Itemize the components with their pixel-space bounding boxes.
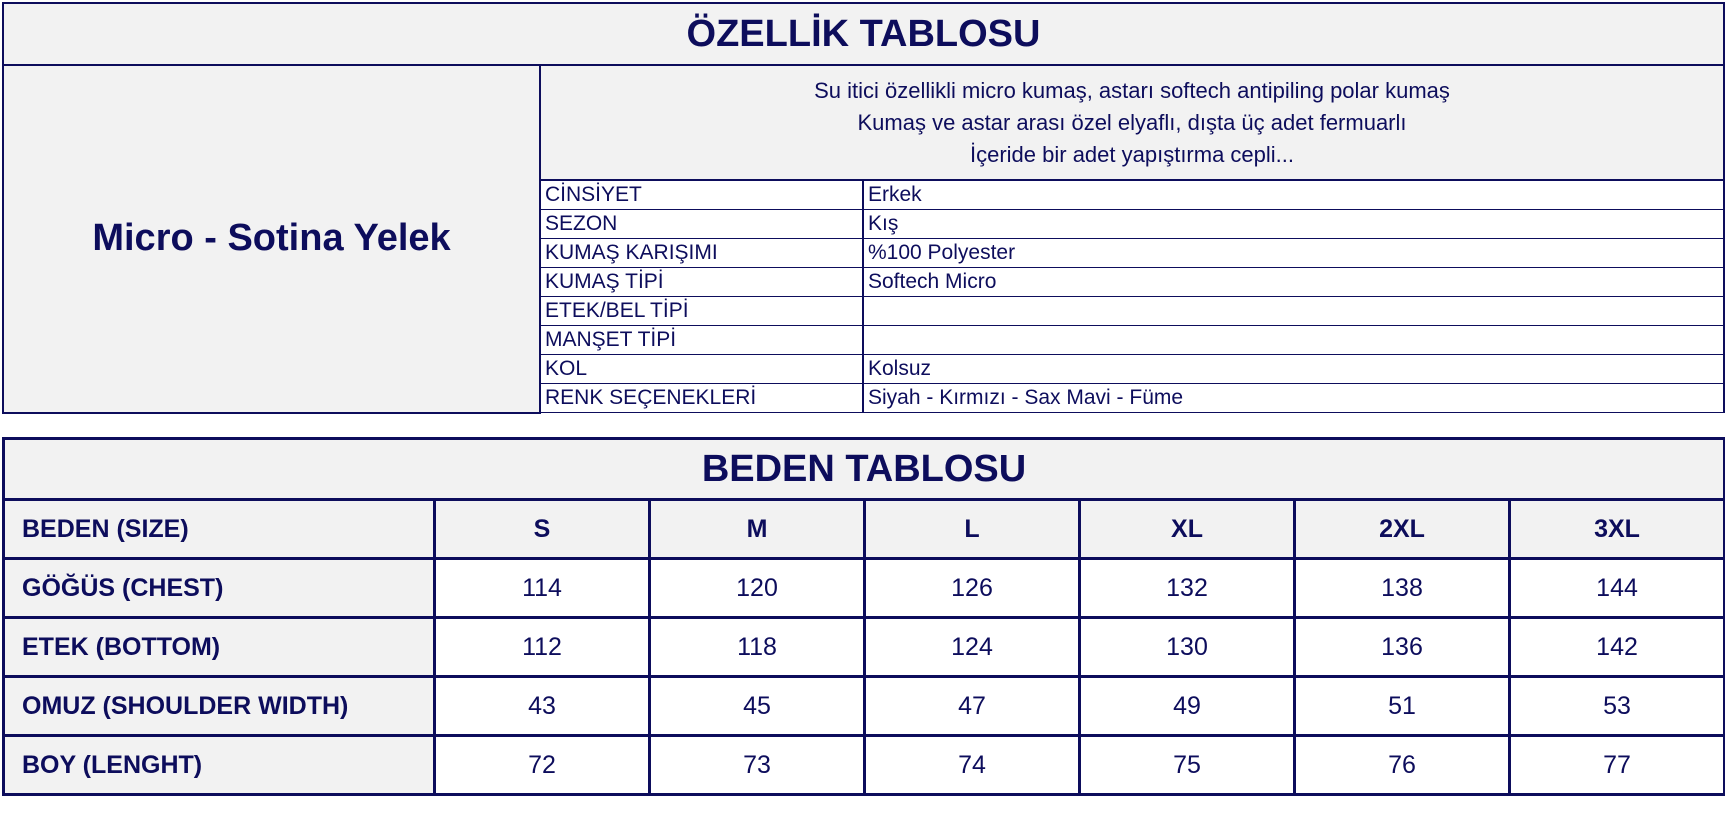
measurement-value: 120 bbox=[650, 559, 865, 618]
attribute-name: KUMAŞ KARIŞIMI bbox=[540, 239, 863, 268]
size-header: XL bbox=[1080, 500, 1295, 559]
measurement-value: 45 bbox=[650, 677, 865, 736]
description-line: İçeride bir adet yapıştırma cepli... bbox=[969, 141, 1295, 167]
size-header: S bbox=[435, 500, 650, 559]
product-name: Micro - Sotina Yelek bbox=[3, 65, 540, 413]
attribute-value: Kolsuz bbox=[863, 355, 1724, 384]
size-table bbox=[2, 437, 1725, 796]
measurement-label: GÖĞÜS (CHEST) bbox=[4, 559, 435, 618]
attribute-value: Erkek bbox=[863, 180, 1724, 210]
measurement-value: 124 bbox=[865, 618, 1080, 677]
measurement-row bbox=[4, 559, 1725, 618]
measurement-value: 136 bbox=[1295, 618, 1510, 677]
measurement-value: 114 bbox=[435, 559, 650, 618]
size-table-title: BEDEN TABLOSU bbox=[4, 439, 1725, 500]
measurement-value: 72 bbox=[435, 736, 650, 795]
attribute-value bbox=[863, 297, 1724, 326]
attribute-value bbox=[863, 326, 1724, 355]
attribute-name: MANŞET TİPİ bbox=[540, 326, 863, 355]
size-header-row bbox=[4, 500, 1725, 559]
attribute-name: CİNSİYET bbox=[540, 180, 863, 210]
measurement-value: 43 bbox=[435, 677, 650, 736]
size-header: 2XL bbox=[1295, 500, 1510, 559]
measurement-value: 142 bbox=[1510, 618, 1725, 677]
measurement-label: ETEK (BOTTOM) bbox=[4, 618, 435, 677]
measurement-value: 144 bbox=[1510, 559, 1725, 618]
measurement-value: 75 bbox=[1080, 736, 1295, 795]
measurement-value: 138 bbox=[1295, 559, 1510, 618]
attribute-name: SEZON bbox=[540, 210, 863, 239]
size-header: 3XL bbox=[1510, 500, 1725, 559]
attribute-name: ETEK/BEL TİPİ bbox=[540, 297, 863, 326]
attribute-name: KUMAŞ TİPİ bbox=[540, 268, 863, 297]
attribute-value: Siyah - Kırmızı - Sax Mavi - Füme bbox=[863, 384, 1724, 413]
measurement-value: 132 bbox=[1080, 559, 1295, 618]
measurement-value: 112 bbox=[435, 618, 650, 677]
feature-table-title: ÖZELLİK TABLOSU bbox=[3, 3, 1724, 65]
measurement-value: 74 bbox=[865, 736, 1080, 795]
measurement-value: 53 bbox=[1510, 677, 1725, 736]
measurement-value: 118 bbox=[650, 618, 865, 677]
size-header: M bbox=[650, 500, 865, 559]
measurement-value: 130 bbox=[1080, 618, 1295, 677]
measurement-row bbox=[4, 736, 1725, 795]
measurement-value: 51 bbox=[1295, 677, 1510, 736]
attribute-value: Kış bbox=[863, 210, 1724, 239]
measurement-value: 77 bbox=[1510, 736, 1725, 795]
description-line: Kumaş ve astar arası özel elyaflı, dışta üç adet fermuarlı bbox=[857, 109, 1407, 135]
measurement-row bbox=[4, 618, 1725, 677]
attribute-value: Softech Micro bbox=[863, 268, 1724, 297]
description-line: Su itici özellikli micro kumaş, astarı softech antipiling polar kumaş bbox=[814, 77, 1450, 103]
attribute-name: KOL bbox=[540, 355, 863, 384]
measurement-row bbox=[4, 677, 1725, 736]
feature-table bbox=[2, 2, 1725, 414]
measurement-value: 126 bbox=[865, 559, 1080, 618]
measurement-value: 47 bbox=[865, 677, 1080, 736]
size-header-label: BEDEN (SIZE) bbox=[4, 500, 435, 559]
measurement-value: 73 bbox=[650, 736, 865, 795]
product-description bbox=[540, 65, 1724, 180]
size-header: L bbox=[865, 500, 1080, 559]
measurement-value: 49 bbox=[1080, 677, 1295, 736]
measurement-label: OMUZ (SHOULDER WIDTH) bbox=[4, 677, 435, 736]
measurement-label: BOY (LENGHT) bbox=[4, 736, 435, 795]
attribute-value: %100 Polyester bbox=[863, 239, 1724, 268]
measurement-value: 76 bbox=[1295, 736, 1510, 795]
attribute-name: RENK SEÇENEKLERİ bbox=[540, 384, 863, 413]
